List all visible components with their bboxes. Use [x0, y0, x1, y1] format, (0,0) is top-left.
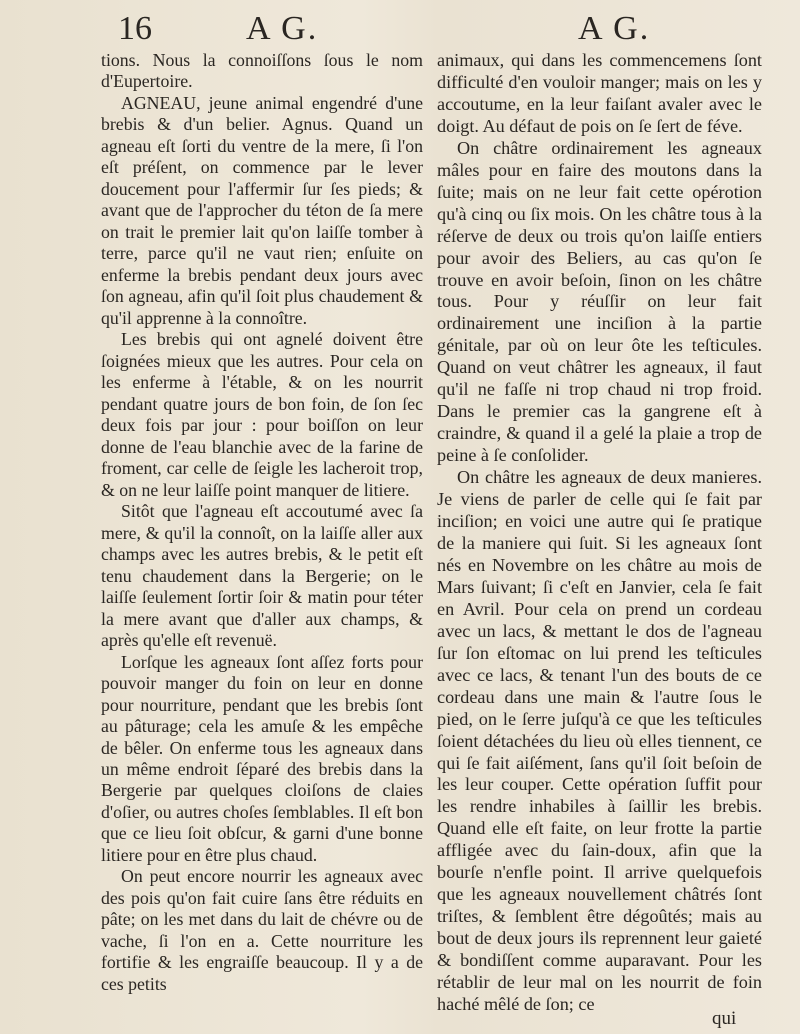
paragraph: On peut encore nourrir les agneaux avec des pois qu'on fait cuire ſans être réduits en pâte; on les met dans du lait de chévre ou de vache, ſi l'on en a. Cette nourriture les fortifie & les engraiſſe beaucoup. Il y a de ces petits — [101, 866, 423, 994]
left-column — [101, 50, 423, 1025]
paragraph: Lorſque les agneaux ſont aſſez forts pour pouvoir manger du foin on leur en donne pour nourriture, pendant que les brebis ſont au pâturage; cela les amuſe & les empêche de bêler. On enferme tous les agneaux dans un même endroit ſéparé des brebis dans la Bergerie par quelques cloiſons de claies d'oſier, ou autres choſes ſemblables. Il eſt bon que ce lieu ſoit obſcur, & garni d'une bonne litiere pour en être plus chaud. — [101, 651, 423, 865]
running-title-left: A G. — [246, 10, 319, 47]
catchword: qui — [712, 1008, 737, 1029]
right-column — [437, 50, 762, 1025]
running-title-right: A G. — [578, 10, 651, 47]
paragraph: animaux, qui dans les commencemens ſont difficulté d'en vouloir manger; mais on les y accoutume, en la leur faiſant avaler avec le doigt. Au défaut de pois on ſe ſert de féve. — [437, 50, 762, 136]
paragraph: On châtre les agneaux de deux manieres. Je viens de parler de celle qui ſe fait par inciſion; en voici une autre qui ſe pratique de la maniere qui ſuit. Si les agneaux ſont nés en Novembre on les châtre au mois de Mars ſuivant; ſi c'eſt en Janvier, cela ſe fait en Avril. Pour cela on prend un cordeau avec un lacs, & mettant le dos de l'agneau ſur ſon eſtomac on lui prend les teſticules avec ce lacs, & tenant l'un des bouts de ce cordeau dans une main & l'autre ſous le pied, on le ſerre juſqu'à ce que les teſticules ſoient détachées du lieu où elles tiennent, ce qui ſe fait aiſément, ſans qu'il ſoit beſoin de les leur couper. Cette opération ſuffit pour les rendre inhabiles à ſaillir les brebis. Quand elle eſt faite, on leur frotte la partie affligée avec du ſain-doux, afin que la bourſe n'enfle point. Il arrive quelquefois que les agneaux nouvellement châtrés ſont triſtes, & ſemblent être dégoûtés; mais au bout de deux jours ils reprennent leur gaieté & bondiſſent comme auparavant. Pour les rétablir de leur mal on les nourrit de foin haché mêlé de ſon; ce — [437, 467, 762, 1014]
paragraph: Sitôt que l'agneau eſt accoutumé avec ſa mere, & qu'il la connoît, on la laiſſe aller aux champs avec les autres brebis, & le petit eſt tenu chaudement dans la Bergerie; on le laiſſe ſeulement ſortir ſoir & matin pour téter la mere avant que d'aller aux champs, & après qu'elle eſt revenuë. — [101, 501, 423, 651]
paragraph: On châtre ordinairement les agneaux mâles pour en faire des moutons dans la ſuite; mais on ne leur fait cette opérotion qu'à cinq ou ſix mois. On les châtre tous à la réſerve de deux ou trois qu'on laiſſe entiers pour avoir des Beliers, au cas qu'on ſe trouve en avoir beſoin, ſinon on les châtre tous. Pour y réuſſir on leur fait ordinairement une inciſion à la partie génitale, par où on leur ôte les teſticules. Quand on veut châtrer les agneaux, il faut qu'il ne faſſe ni trop chaud ni trop froid. Dans le premier cas la gangrene eſt à craindre, & quand il a gelé la plaie a trop de peine à ſe conſolider. — [437, 137, 762, 466]
paragraph: Les brebis qui ont agnelé doivent être ſoignées mieux que les autres. Pour cela on les enferme à l'étable, & on les nourrit pendant quatre jours de bon foin, de ſon ſec deux fois par jour : pour boiſſon on leur donne de l'eau blanchie avec de la farine de froment, car celle de ſeigle les lacheroit trop, & on ne leur laiſſe point manquer de litiere. — [101, 329, 423, 500]
page-header — [0, 10, 800, 48]
page-number: 16 — [118, 10, 152, 47]
entry-agneau: AGNEAU, jeune animal engendré d'une brebis & d'un belier. Agnus. Quand un agneau eſt ſorti du ventre de la mere, ſi l'on eſt préſent, on commence par le lever doucement pour l'affermir ſur ſes pieds; & avant que de l'approcher du téton de ſa mere on trait le premier lait qu'on laiſſe tomber à terre, parce qu'il ne vaut rien; enſuite on enferme la brebis pendant deux jours avec ſon agneau, afin qu'il ſoit plus chaudement & qu'il apprenne à la connoître. — [101, 92, 423, 328]
paragraph: tions. Nous la connoiſſons ſous le nom d'Eupertoire. — [101, 50, 423, 92]
